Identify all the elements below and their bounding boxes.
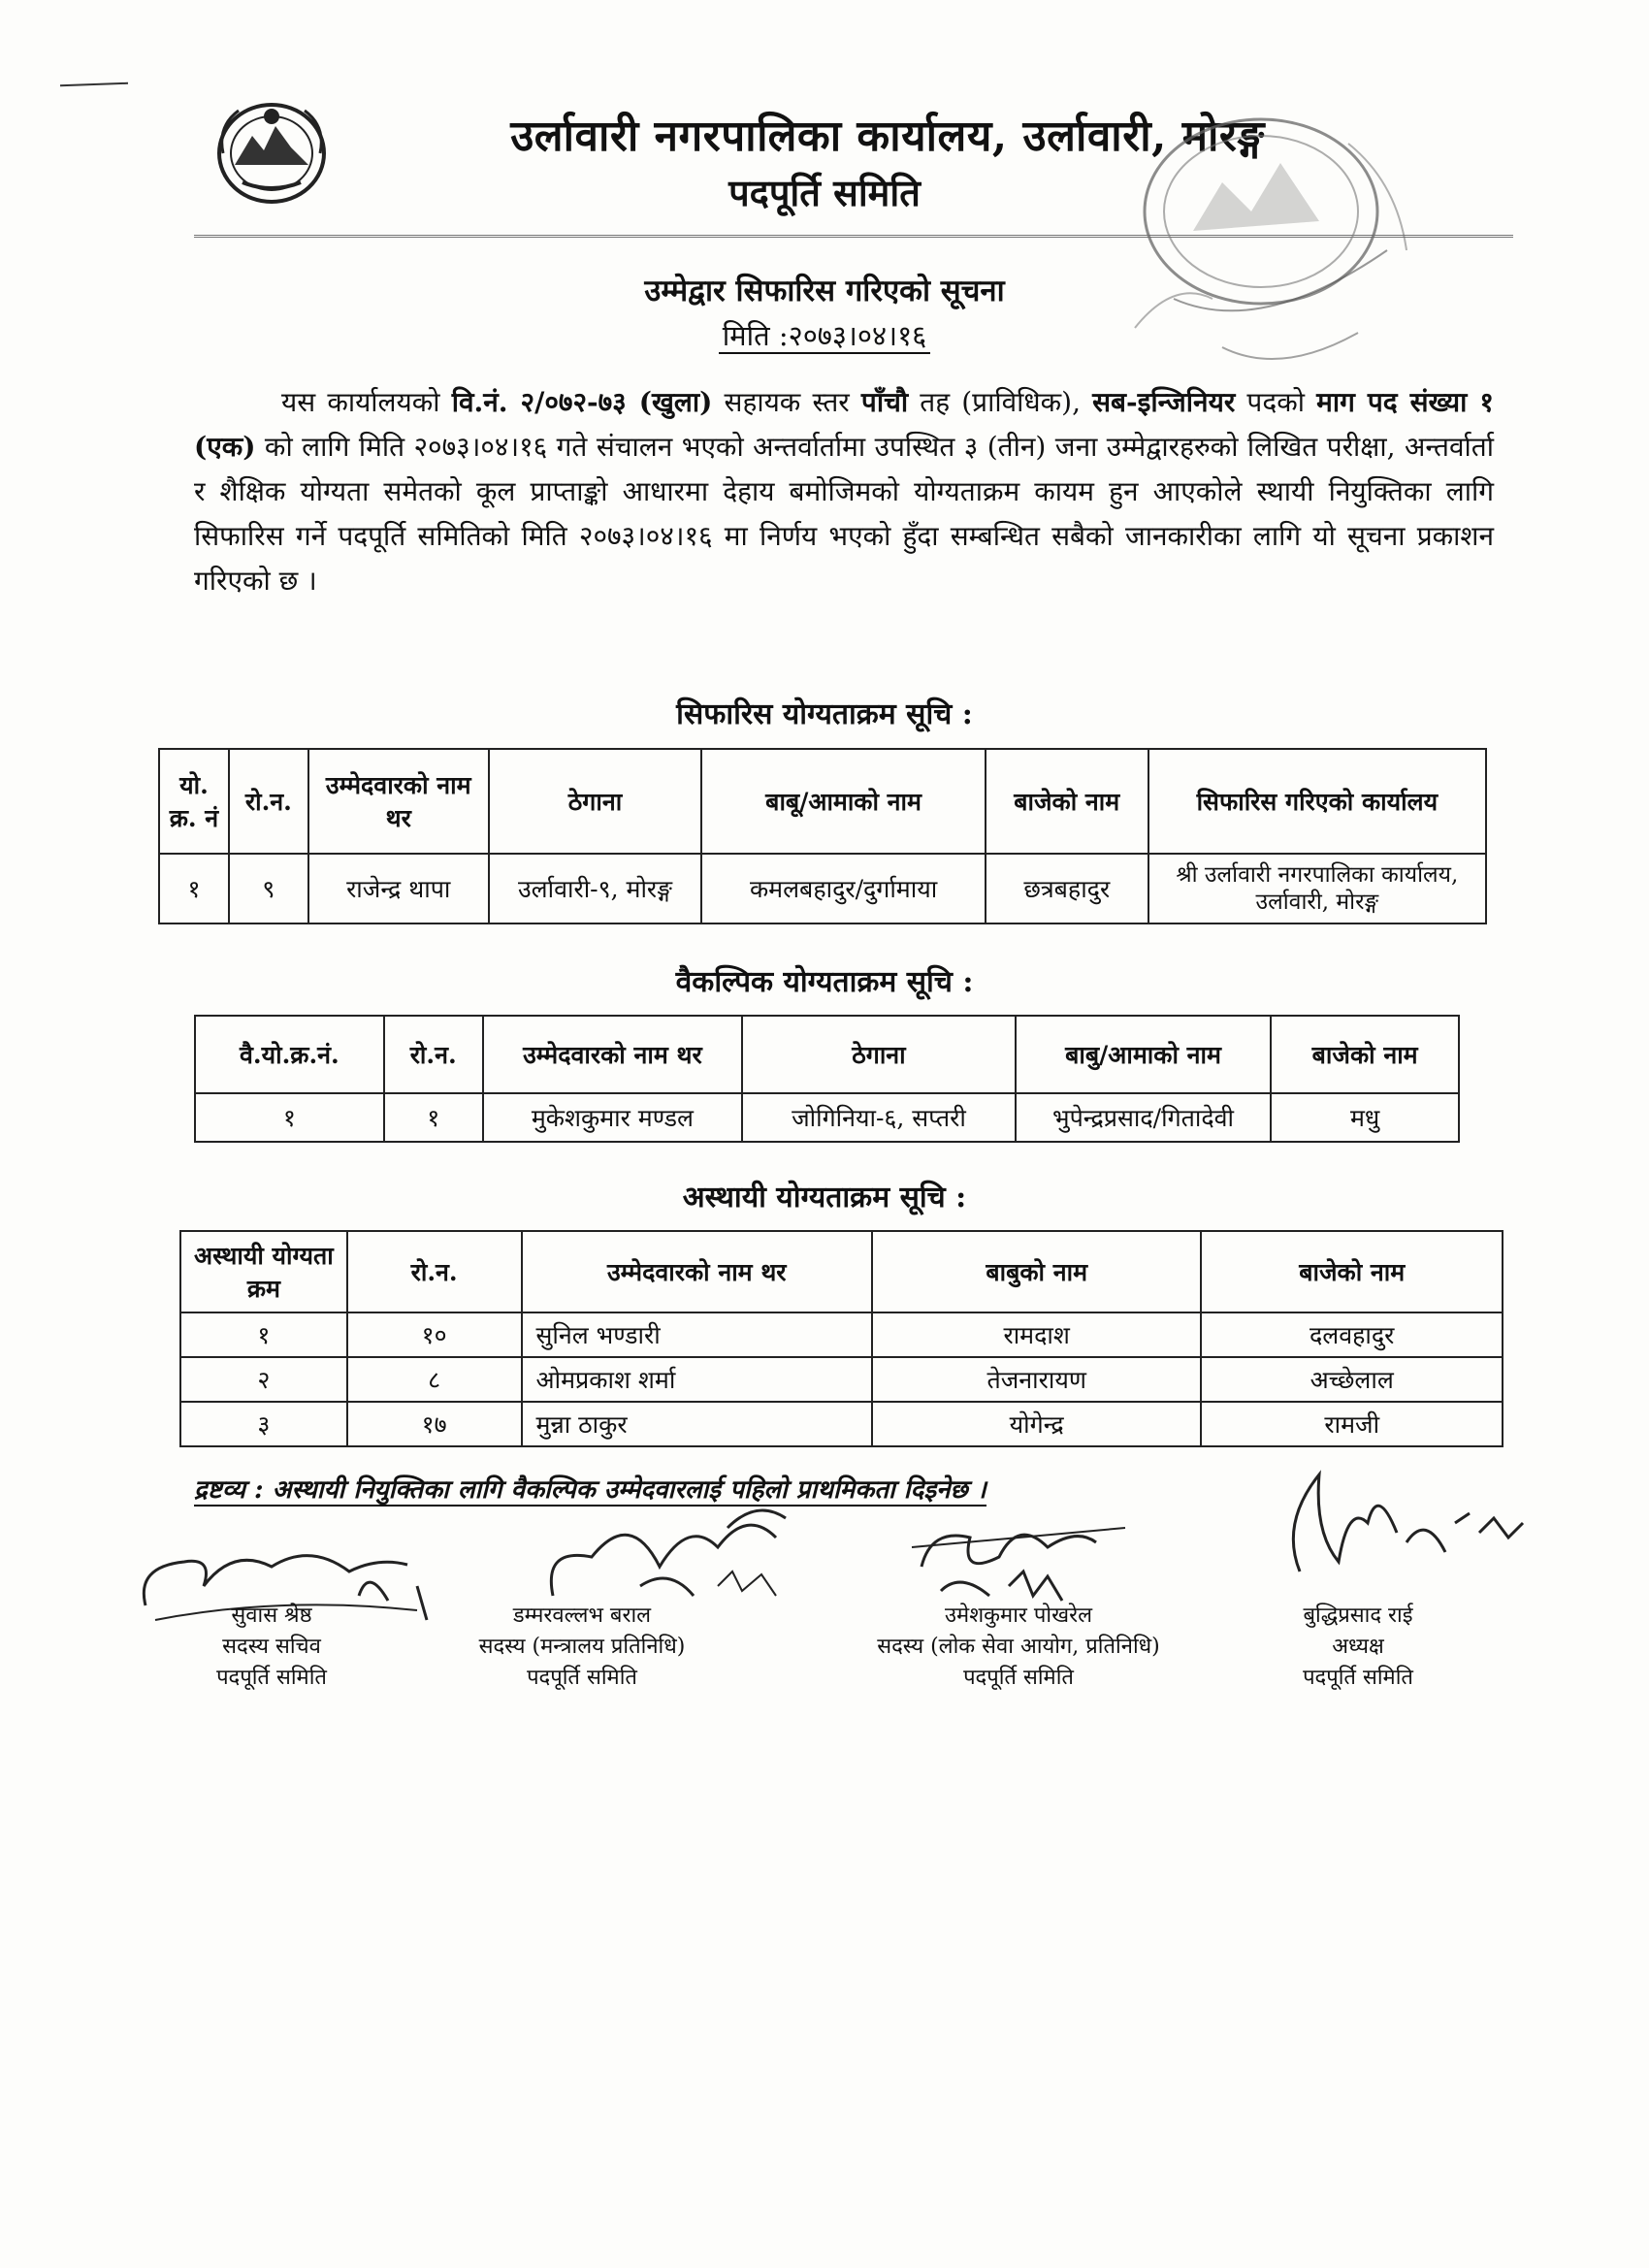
body-text: सहायक स्तर xyxy=(712,386,861,418)
table-cell: सुनिल भण्डारी xyxy=(522,1312,872,1357)
col-header: बाबू/आमाको नाम xyxy=(701,749,986,854)
signatory-role: सदस्य (मन्त्रालय प्रतिनिधि) xyxy=(478,1635,686,1659)
body-text: पदको xyxy=(1235,386,1317,418)
table-row xyxy=(180,1357,1503,1402)
col-header: बाजेको नाम xyxy=(986,749,1148,854)
signatory-name: बुद्धिप्रसाद राई xyxy=(1303,1604,1413,1628)
table-cell: रामदाश xyxy=(872,1312,1201,1357)
notice-body xyxy=(194,380,1494,603)
alternate-list-title: वैकल्पिक योग्यताक्रम सूचि : xyxy=(675,965,974,999)
table-row xyxy=(159,854,1486,923)
table-cell: अच्छेलाल xyxy=(1201,1357,1503,1402)
table-header-row xyxy=(180,1231,1503,1312)
col-header: बाबु/आमाको नाम xyxy=(1016,1016,1272,1093)
body-bold-level: पाँचौ xyxy=(860,386,909,418)
signature-ministry-member xyxy=(524,1489,815,1615)
col-header: बाजेको नाम xyxy=(1201,1231,1503,1312)
col-header: सिफारिस गरिएको कार्यालय xyxy=(1148,749,1486,854)
signatory-role: सदस्य (लोक सेवा आयोग, प्रतिनिधि) xyxy=(877,1635,1160,1659)
signatory-name: डम्मरवल्लभ बराल xyxy=(512,1604,652,1628)
temporary-table xyxy=(179,1230,1504,1447)
col-header: वै.यो.क्र.नं. xyxy=(195,1016,384,1093)
table-cell: १७ xyxy=(347,1402,522,1446)
signature-psc-member xyxy=(902,1499,1154,1615)
signatory-member-secretary xyxy=(116,1601,427,1694)
table-header-row xyxy=(159,749,1486,854)
col-header: ठेगाना xyxy=(489,749,702,854)
notice-date-text: मिति :२०७३।०४।१६ xyxy=(719,319,931,354)
table-cell: राजेन्द्र थापा xyxy=(308,854,489,923)
body-bold-post: सब-इन्जिनियर xyxy=(1092,386,1236,418)
table-row xyxy=(195,1093,1459,1142)
table-cell: छत्रबहादुर xyxy=(986,854,1148,923)
notice-title: उम्मेद्वार सिफारिस गरिएको सूचना xyxy=(644,274,1005,308)
body-text: यस कार्यालयको xyxy=(281,386,452,418)
signatory-committee: पदपूर्ति समिति xyxy=(1303,1666,1413,1690)
signature-chairperson xyxy=(1261,1445,1552,1591)
table-cell: कमलबहादुर/दुर्गामाया xyxy=(701,854,986,923)
table-cell: दलवहादुर xyxy=(1201,1312,1503,1357)
table-cell: १ xyxy=(384,1093,483,1142)
signatory-name: उमेशकुमार पोखरेल xyxy=(944,1604,1093,1628)
table-cell: २ xyxy=(180,1357,347,1402)
table-cell: ८ xyxy=(347,1357,522,1402)
table-cell: तेजनारायण xyxy=(872,1357,1201,1402)
table-cell: १ xyxy=(180,1312,347,1357)
body-text: तह (प्राविधिक), xyxy=(908,386,1093,418)
col-header: उम्मेदवारको नाम थर xyxy=(483,1016,743,1093)
col-header: रो.न. xyxy=(384,1016,483,1093)
margin-mark xyxy=(60,82,128,86)
notice-date xyxy=(0,316,1649,354)
signatory-committee: पदपूर्ति समिति xyxy=(527,1666,637,1690)
table-cell: मधु xyxy=(1271,1093,1459,1142)
table-header-row xyxy=(195,1016,1459,1093)
body-bold-demand: माग पद संख्या १ (एक) xyxy=(194,386,1494,463)
table-cell: योगेन्द्र xyxy=(872,1402,1201,1446)
signatory-ministry-member xyxy=(427,1601,737,1694)
table-cell: १० xyxy=(347,1312,522,1357)
signatory-psc-member xyxy=(834,1601,1203,1694)
table-cell: भुपेन्द्रप्रसाद/गितादेवी xyxy=(1016,1093,1272,1142)
recommended-table xyxy=(158,748,1487,924)
signatory-committee: पदपूर्ति समिति xyxy=(963,1666,1074,1690)
signatory-role: सदस्य सचिव xyxy=(222,1635,321,1659)
signatory-name: सुवास श्रेष्ठ xyxy=(231,1604,312,1628)
table-cell: रामजी xyxy=(1201,1402,1503,1446)
table-cell: १ xyxy=(195,1093,384,1142)
table-cell: मुन्ना ठाकुर xyxy=(522,1402,872,1446)
body-bold-vacancy-no: वि.नं. २/०७२-७३ (खुला) xyxy=(451,386,713,418)
table-cell: १ xyxy=(159,854,229,923)
temporary-list-title: अस्थायी योग्यताक्रम सूचि : xyxy=(682,1181,967,1215)
col-header: यो. क्र. नं xyxy=(159,749,229,854)
col-header: उम्मेदवारको नाम थर xyxy=(522,1231,872,1312)
table-cell: जोगिनिया-६, सप्तरी xyxy=(742,1093,1016,1142)
table-cell: ओमप्रकाश शर्मा xyxy=(522,1357,872,1402)
alternate-table xyxy=(194,1015,1460,1143)
col-header: उम्मेदवारको नाम थर xyxy=(308,749,489,854)
signatory-committee: पदपूर्ति समिति xyxy=(216,1666,327,1690)
col-header: अस्थायी योग्यता क्रम xyxy=(180,1231,347,1312)
office-title: उर्लावारी नगरपालिका कार्यालय, उर्लावारी, मोरङ्ग xyxy=(510,112,1265,161)
col-header: रो.न. xyxy=(347,1231,522,1312)
table-row xyxy=(180,1312,1503,1357)
table-cell: श्री उर्लावारी नगरपालिका कार्यालय, उर्लावारी, मोरङ्ग xyxy=(1148,854,1486,923)
table-row xyxy=(180,1402,1503,1446)
body-text: को लागि मिति २०७३।०४।१६ गते संचालन भएको अन्तर्वार्तामा उपस्थित ३ (तीन) जना उम्मेद्वारहरुको लिखित परीक्षा, अन्तर्वार्ता र शैक्षिक योग्यता समेतको कूल प्राप्ताङ्को आधारमा देहाय बमोजिमको योग्यताक्रम कायम हुन आएकोले स्थायी नियुक्तिका लागि सिफारिस गर्ने पदपूर्ति समितिको मिति २०७३।०४।१६ मा निर्णय भएको हुँदा सम्बन्धित सबैको जानकारीका लागि यो सूचना प्रकाशन गरिएको छ । xyxy=(194,431,1494,597)
recommended-list-title: सिफारिस योग्यताक्रम सूचि : xyxy=(676,697,973,731)
col-header: रो.न. xyxy=(229,749,308,854)
remark-note-text: द्रष्टव्य : अस्थायी नियुक्तिका लागि वैकल्पिक उम्मेदवारलाई पहिलो प्राथमिकता दिइनेछ । xyxy=(194,1475,986,1505)
signatory-role: अध्यक्ष xyxy=(1332,1635,1384,1659)
table-cell: ९ xyxy=(229,854,308,923)
col-header: ठेगाना xyxy=(742,1016,1016,1093)
table-cell: उर्लावारी-९, मोरङ्ग xyxy=(489,854,702,923)
signatory-chairperson xyxy=(1203,1601,1513,1694)
col-header: बाजेको नाम xyxy=(1271,1016,1459,1093)
table-cell: ३ xyxy=(180,1402,347,1446)
committee-title: पदपूर्ति समिति xyxy=(728,171,921,214)
col-header: बाबुको नाम xyxy=(872,1231,1201,1312)
table-cell: मुकेशकुमार मण्डल xyxy=(483,1093,743,1142)
